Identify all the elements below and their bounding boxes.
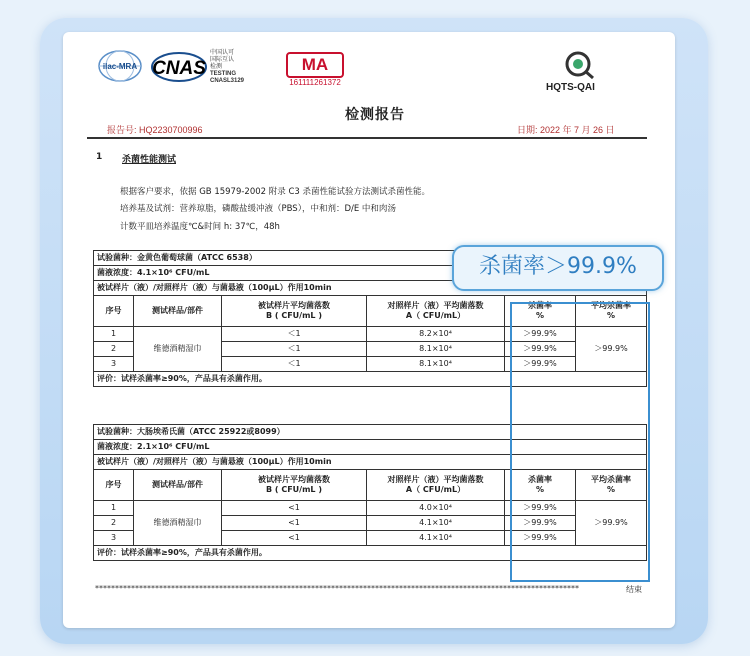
header-no: 序号 [94, 296, 134, 327]
header-avg [576, 296, 647, 327]
end-label: 结束 [626, 585, 642, 594]
row-no: 1 [94, 327, 134, 342]
method-line: 根据客户要求，依据 GB 15979-2002 附录 C3 杀菌性能试验方法测试杀菌性能。 [120, 187, 431, 197]
report-title: 检测报告 [345, 107, 405, 123]
header-b-line2: B ( CFU/mL ) [266, 311, 322, 320]
header-avg-line1: 平均杀菌率 [591, 475, 632, 484]
header-rule [87, 137, 647, 139]
cnas-label: CNAS [152, 58, 206, 79]
cma-mark-icon: MA [286, 52, 344, 78]
table2-strain: 试验菌种：大肠埃希氏菌（ATCC 25922或8099） [94, 425, 647, 440]
row-b: <1 [222, 531, 367, 546]
row-a: 4.0×10⁴ [367, 501, 505, 516]
table2-evaluation: 评价：试样杀菌率≥90%，产品具有杀菌作用。 [94, 546, 647, 561]
cnas-cn-line2: 国际互认 [210, 57, 235, 63]
header-avg-line2: % [607, 311, 616, 320]
table-row [94, 501, 647, 516]
cnas-en-line2: CNASL3129 [210, 78, 245, 84]
cnas-en-line1: TESTING [210, 71, 237, 77]
sample-name: 维德酒精湿巾 [134, 501, 222, 546]
row-rate: ＞99.9% [505, 327, 576, 342]
table1-action: 被试样片（液）/对照样片（液）与菌悬液（100µL）作用10min [94, 281, 647, 296]
row-a: 8.1×10⁴ [367, 357, 505, 372]
cma-number: 161111261372 [289, 78, 341, 87]
row-rate: ＞99.9% [505, 342, 576, 357]
header-no: 序号 [94, 470, 134, 501]
header-b [222, 296, 367, 327]
header-avg [576, 470, 647, 501]
report-number: 报告号: HQ2230700996 [107, 125, 203, 135]
header-rate-line2: % [535, 311, 544, 320]
incubation-line: 计数平皿培养温度℃&时间 h: 37℃，48h [120, 222, 280, 232]
header-b-line1: 被试样片平均菌落数 [258, 301, 330, 310]
hqts-logo-icon [560, 48, 600, 80]
row-rate: ＞99.9% [505, 501, 576, 516]
header-avg-line2: % [607, 485, 616, 494]
header-rate [505, 470, 576, 501]
hqts-label: HQTS-QAI [546, 82, 595, 93]
cnas-cn-line3: 检测 [210, 64, 223, 70]
row-rate: ＞99.9% [505, 531, 576, 546]
row-rate: ＞99.9% [505, 357, 576, 372]
report-end [95, 584, 643, 593]
row-b: <1 [222, 501, 367, 516]
cnas-logo-icon [150, 50, 208, 84]
end-dots: ************************************************************************************************************************* [95, 584, 579, 593]
row-no: 2 [94, 342, 134, 357]
table1-concentration: 菌液浓度：4.1×10⁶ CFU/mL [94, 266, 647, 281]
header-a [367, 296, 505, 327]
ilac-label: ilac-MRA [102, 62, 138, 71]
header-a [367, 470, 505, 501]
row-b: ＜1 [222, 357, 367, 372]
table1-evaluation: 评价：试样杀菌率≥90%，产品具有杀菌作用。 [94, 372, 647, 387]
header-a-line2: A（ CFU/mL） [405, 311, 466, 320]
sample-name: 维德酒精湿巾 [134, 327, 222, 372]
row-no: 3 [94, 357, 134, 372]
section-title: 杀菌性能测试 [122, 155, 177, 165]
row-no: 2 [94, 516, 134, 531]
avg-rate: ＞99.9% [576, 501, 647, 546]
avg-rate: ＞99.9% [576, 327, 647, 372]
row-no: 3 [94, 531, 134, 546]
header-b-line1: 被试样片平均菌落数 [258, 475, 330, 484]
result-table-2 [93, 424, 647, 561]
header-avg-line1: 平均杀菌率 [591, 301, 632, 310]
header-b-line2: B ( CFU/mL ) [266, 485, 322, 494]
header-a-line1: 对照样片（液）平均菌落数 [387, 475, 484, 484]
row-b: <1 [222, 516, 367, 531]
report-date: 日期: 2022 年 7 月 26 日 [517, 125, 615, 135]
kill-rate-callout: 杀菌率＞99.9% [452, 245, 664, 291]
header-b [222, 470, 367, 501]
header-sample: 测试样品/部件 [134, 296, 222, 327]
row-a: 8.1×10⁴ [367, 342, 505, 357]
header-a-line1: 对照样片（液）平均菌落数 [387, 301, 484, 310]
row-a: 8.2×10⁴ [367, 327, 505, 342]
row-rate: ＞99.9% [505, 516, 576, 531]
header-rate [505, 296, 576, 327]
row-b: ＜1 [222, 342, 367, 357]
section-number: 1 [96, 152, 103, 162]
reagent-line: 培养基及试剂：营养琼脂，磷酸盐缓冲液（PBS），中和剂：D/E 中和肉汤 [120, 204, 396, 214]
table2-concentration: 菌液浓度：2.1×10⁶ CFU/mL [94, 440, 647, 455]
cnas-cn-line1: 中国认可 [210, 50, 235, 56]
table1-strain: 试验菌种：金黄色葡萄球菌（ATCC 6538） [94, 251, 647, 266]
header-a-line2: A（ CFU/mL） [405, 485, 466, 494]
row-a: 4.1×10⁴ [367, 531, 505, 546]
cma-logo [286, 52, 344, 87]
table-row [94, 327, 647, 342]
row-no: 1 [94, 501, 134, 516]
header-rate-line1: 杀菌率 [528, 301, 552, 310]
table2-action: 被试样片（液）/对照样片（液）与菌悬液（100µL）作用10min [94, 455, 647, 470]
ilac-mra-logo-icon [97, 48, 143, 84]
header-sample: 测试样品/部件 [134, 470, 222, 501]
header-rate-line2: % [535, 485, 544, 494]
row-b: ＜1 [222, 327, 367, 342]
header-rate-line1: 杀菌率 [528, 475, 552, 484]
row-a: 4.1×10⁴ [367, 516, 505, 531]
cnas-caption [210, 50, 244, 85]
